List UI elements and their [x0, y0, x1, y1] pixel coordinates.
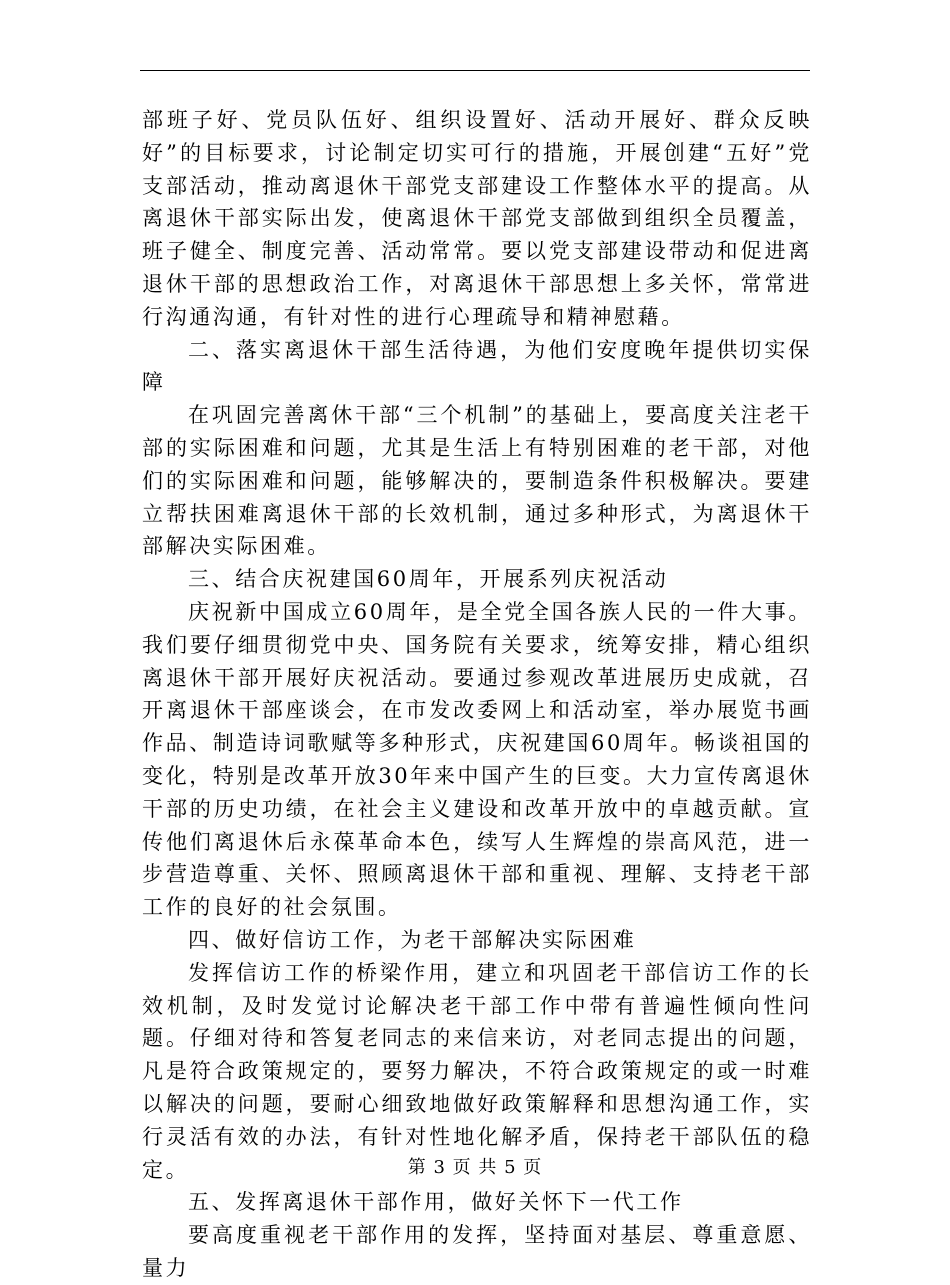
paragraph-5: 要高度重视老干部作用的发挥，坚持面对基层、尊重意愿、量力 [142, 1223, 812, 1280]
paragraph-3: 庆祝新中国成立60周年，是全党全国各族人民的一件大事。我们要仔细贯彻党中央、国务院有关要求，统筹安排，精心组织离退休干部开展好庆祝活动。要通过参观改革进展历史成就，召开离退休干部座谈会，在市发改委网上和活动室，举办展览书画作品、制造诗词歌赋等多种形式，庆祝建国60周年。畅谈祖国的变化，特别是改革开放30年来中国产生的巨变。大力宣传离退休干部的历史功绩，在社会主义建设和改革开放中的卓越贡献。宣传他们离退休后永葆革命本色，续写人生辉煌的崇高风范，进一步营造尊重、关怀、照顾离退休干部和重视、理解、支持老干部工作的良好的社会氛围。 [142, 599, 812, 920]
section-heading-4: 四、做好信访工作，为老干部解决实际困难 [188, 927, 637, 952]
section-heading-2: 二、落实离退休干部生活待遇，为他们安度晚年提供切实保障 [142, 337, 812, 395]
section-heading-5: 五、发挥离退休干部作用，做好关怀下一代工作 [188, 1190, 684, 1215]
page-number-footer: 第 3 页 共 5 页 [407, 1157, 543, 1178]
paragraph-4: 发挥信访工作的桥梁作用，建立和巩固老干部信访工作的长效机制，及时发觉讨论解决老干部工作中带有普遍性倾向性问题。仔细对待和答复老同志的来信来访，对老同志提出的问题，凡是符合政策规定的，要努力解决，不符合政策规定的或一时难以解决的问题，要耐心细致地做好政策解释和思想沟通工作，实行灵活有效的办法，有针对性地化解矛盾，保持老干部队伍的稳定。 [142, 960, 812, 1182]
document-body [142, 104, 812, 1285]
paragraph-2: 在巩固完善离休干部“三个机制”的基础上，要高度关注老干部的实际困难和问题，尤其是生活上有特别困难的老干部，对他们的实际困难和问题，能够解决的，要制造条件积极解决。要建立帮扶困难离退休干部的长效机制，通过多种形式，为离退休干部解决实际困难。 [142, 403, 812, 559]
header-rule [140, 70, 810, 71]
section-heading-3: 三、结合庆祝建国60周年，开展系列庆祝活动 [188, 567, 669, 592]
paragraph-1: 部班子好、党员队伍好、组织设置好、活动开展好、群众反映好”的目标要求，讨论制定切实可行的措施，开展创建“五好”党支部活动，推动离退休干部党支部建设工作整体水平的提高。从离退休干部实际出发，使离退休干部党支部做到组织全员覆盖，班子健全、制度完善、活动常常。要以党支部建设带动和促进离退休干部的思想政治工作，对离退休干部思想上多关怀，常常进行沟通沟通，有针对性的进行心理疏导和精神慰藉。 [142, 108, 812, 329]
